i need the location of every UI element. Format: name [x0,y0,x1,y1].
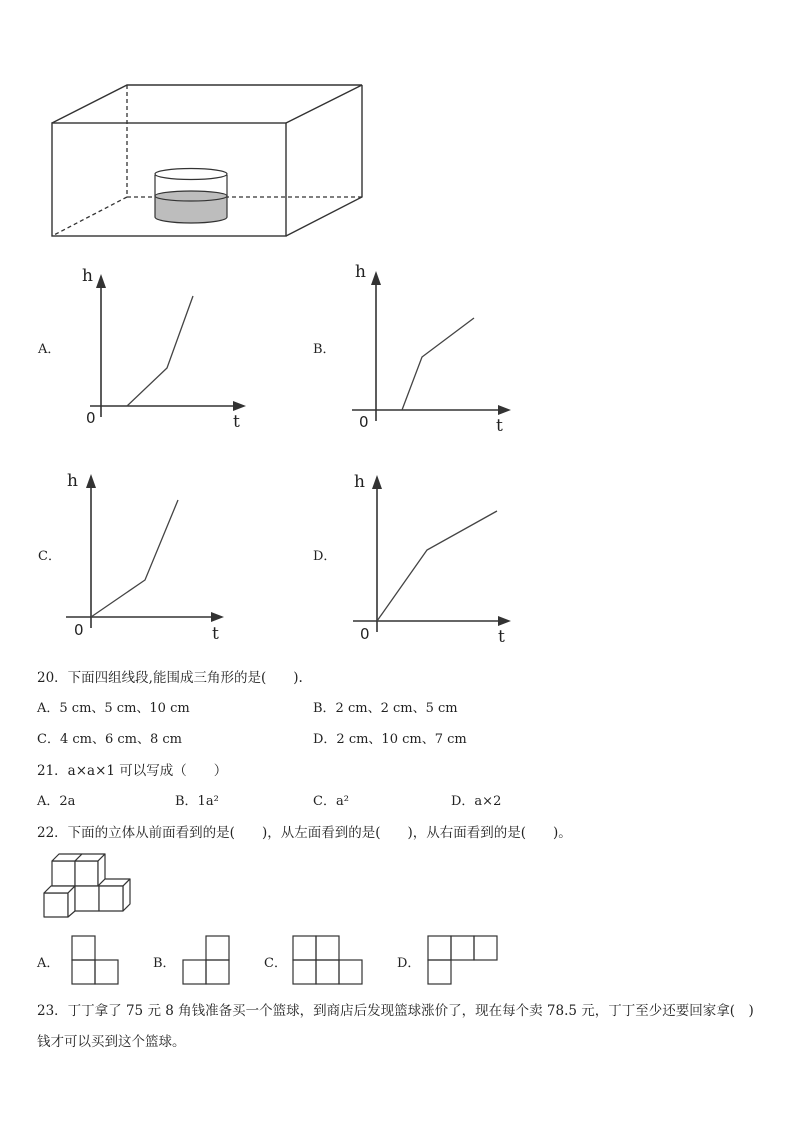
q20-option-d[interactable]: D．2 cm、10 cm、7 cm [313,732,467,747]
q22-shape-a [72,936,118,984]
question-23-line-1: 23．丁丁拿了 75 元 8 角钱准备买一个篮球，到商店后发现篮球涨价了，现在每个卖 78.5 元，丁丁至少还要回家拿( ) [37,1003,754,1019]
graph-b-origin: 0 [359,413,369,431]
q21-option-b[interactable]: B．1a² [175,794,219,809]
question-23-line-2: 钱才可以买到这个篮球。 [37,1034,186,1050]
graph-b-h-label: h [355,262,366,282]
q21-option-c[interactable]: C．a² [313,794,349,809]
q22-shape-d [428,936,497,984]
q22-option-b[interactable]: B． [153,956,176,971]
graph-b-t-label: t [496,416,503,436]
question-21: 21．a×a×1 可以写成（ ） [37,763,228,779]
q22-option-d[interactable]: D． [397,956,421,971]
graph-c-t-label: t [212,624,219,644]
question-22: 22．下面的立体从前面看到的是( )，从左面看到的是( )，从右面看到的是( )。 [37,825,572,841]
graph-a-origin: 0 [86,409,96,427]
q20-option-c[interactable]: C．4 cm、6 cm、8 cm [37,732,182,747]
option-d-letter[interactable]: D． [313,549,337,564]
question-20: 20．下面四组线段,能围成三角形的是( ). [37,670,303,686]
graph-c-h-label: h [67,471,78,491]
graph-c-origin: 0 [74,621,84,639]
graph-a-h-label: h [82,266,93,286]
q21-option-d[interactable]: D．a×2 [451,794,502,809]
option-b-letter[interactable]: B． [313,342,336,357]
q20-option-b[interactable]: B．2 cm、2 cm、5 cm [313,701,458,716]
option-c-letter[interactable]: C． [38,549,61,564]
option-a-letter[interactable]: A． [38,342,61,357]
graph-a-t-label: t [233,412,240,432]
q22-option-c[interactable]: C． [264,956,287,971]
q22-shape-b [183,936,229,984]
graph-d-origin: 0 [360,625,370,643]
graph-d-t-label: t [498,627,505,647]
q20-option-a[interactable]: A．5 cm、5 cm、10 cm [37,701,190,716]
q21-option-a[interactable]: A．2a [37,794,76,809]
graph-d-h-label: h [354,472,365,492]
q22-option-a[interactable]: A． [37,956,60,971]
q22-shape-c [293,936,362,984]
